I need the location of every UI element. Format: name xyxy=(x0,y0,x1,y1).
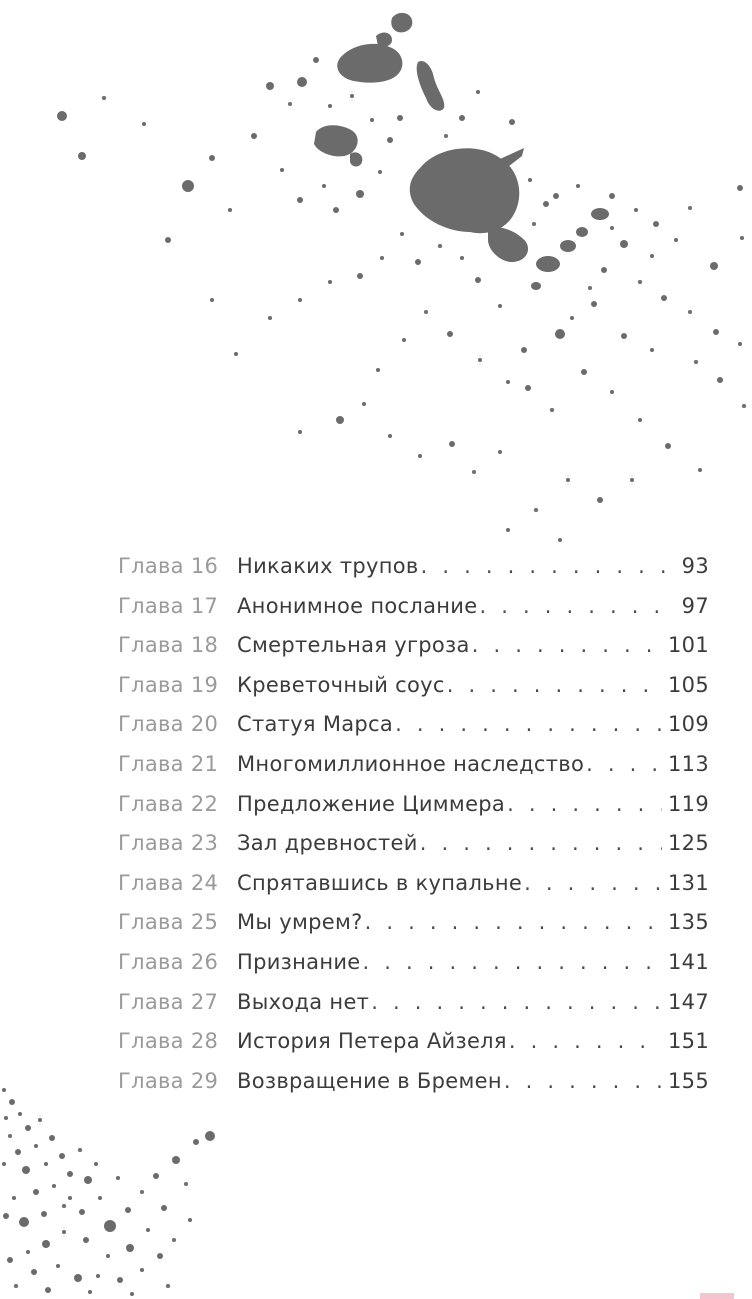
chapter-label: Глава 21 xyxy=(118,752,219,776)
dot-leader xyxy=(507,792,662,816)
toc-entry xyxy=(0,625,752,665)
chapter-label: Глава 19 xyxy=(118,672,219,697)
page-number: 97 xyxy=(681,593,709,618)
page-number: 93 xyxy=(681,554,709,578)
dot-leader xyxy=(365,910,662,934)
page-edge-mark xyxy=(700,1293,734,1299)
chapter-label: Глава 20 xyxy=(118,712,219,737)
ink-splatter-bottom-icon xyxy=(0,1080,240,1299)
page-number: 141 xyxy=(668,950,709,974)
chapter-label: Глава 28 xyxy=(118,1029,219,1054)
page-number: 155 xyxy=(668,1068,709,1093)
page-number: 109 xyxy=(668,712,709,737)
page-number: 131 xyxy=(668,870,709,895)
chapter-label: Глава 16 xyxy=(118,554,219,578)
toc-entry xyxy=(0,863,752,903)
dot-leader xyxy=(472,633,662,657)
dot-leader xyxy=(509,1029,662,1053)
chapter-label: Глава 29 xyxy=(118,1068,219,1093)
page-number: 125 xyxy=(668,831,709,856)
chapter-title: Зал древностей xyxy=(237,831,418,856)
toc-entry xyxy=(0,744,752,784)
chapter-title: Мы умрем? xyxy=(237,910,363,935)
ink-splatter-top-icon xyxy=(0,0,752,560)
page-number: 147 xyxy=(668,989,709,1014)
dot-leader xyxy=(504,1069,662,1093)
chapter-title: Признание xyxy=(237,950,361,974)
dot-leader xyxy=(371,990,662,1014)
toc-entry xyxy=(0,704,752,744)
page-number: 119 xyxy=(668,791,709,816)
chapter-title: Выхода нет xyxy=(237,989,370,1014)
page-number: 113 xyxy=(668,752,709,776)
chapter-title: Предложение Циммера xyxy=(237,791,506,816)
dot-leader xyxy=(395,712,662,736)
chapter-title: Статуя Марса xyxy=(237,712,394,737)
chapter-label: Глава 17 xyxy=(118,593,219,618)
chapter-title: Анонимное послание xyxy=(237,593,478,618)
dot-leader xyxy=(421,554,676,578)
chapter-title: Возвращение в Бремен xyxy=(237,1068,502,1093)
dot-leader xyxy=(479,594,675,618)
toc-entry xyxy=(0,665,752,705)
toc-entry xyxy=(0,942,752,982)
dot-leader xyxy=(586,752,662,776)
toc-entry xyxy=(0,1021,752,1061)
toc-entry xyxy=(0,546,752,586)
page-number: 101 xyxy=(668,633,709,658)
page-number: 105 xyxy=(668,672,709,697)
toc-entry xyxy=(0,982,752,1022)
page-number: 135 xyxy=(668,910,709,935)
page-number: 151 xyxy=(668,1029,709,1054)
chapter-title: Никаких трупов xyxy=(237,554,419,578)
chapter-title: Многомиллионное наследство xyxy=(237,752,585,776)
chapter-title: Спрятавшись в купальне xyxy=(237,870,523,895)
dot-leader xyxy=(420,831,662,855)
toc-entry xyxy=(0,902,752,942)
chapter-label: Глава 18 xyxy=(118,633,219,658)
toc-entry xyxy=(0,823,752,863)
dot-leader xyxy=(524,871,662,895)
chapter-label: Глава 22 xyxy=(118,791,219,816)
toc-entry xyxy=(0,586,752,626)
chapter-label: Глава 23 xyxy=(118,831,219,856)
dot-leader xyxy=(447,673,662,697)
dot-leader xyxy=(363,950,662,974)
chapter-label: Глава 25 xyxy=(118,910,219,935)
chapter-title: История Петера Айзеля xyxy=(237,1029,507,1054)
chapter-label: Глава 24 xyxy=(118,870,219,895)
chapter-label: Глава 27 xyxy=(118,989,219,1014)
chapter-label: Глава 26 xyxy=(118,950,219,974)
toc-entry xyxy=(0,784,752,824)
chapter-title: Креветочный соус xyxy=(237,672,445,697)
chapter-title: Смертельная угроза xyxy=(237,633,470,658)
